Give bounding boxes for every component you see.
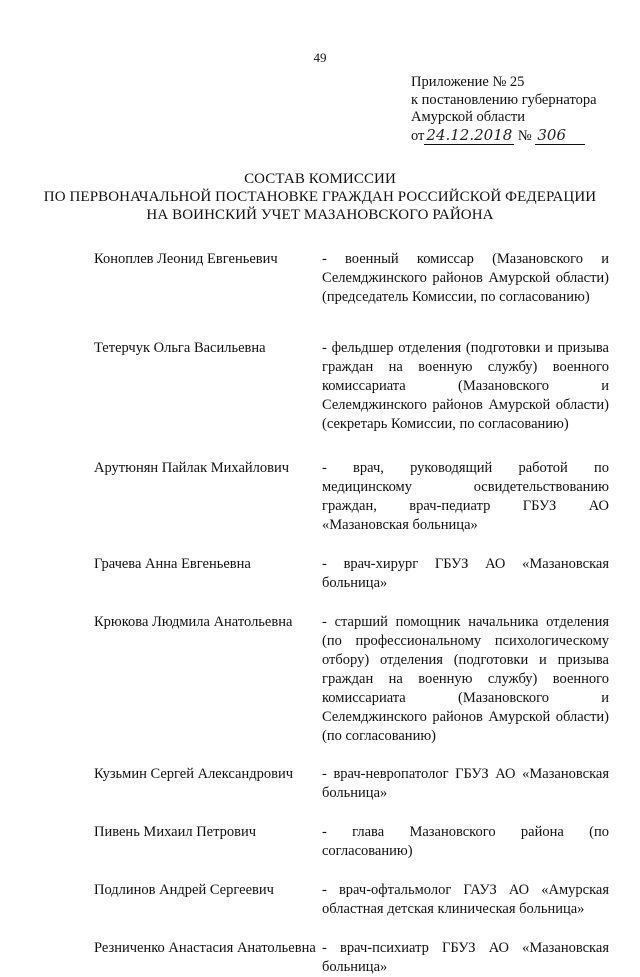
appendix-line-3: Амурской области: [411, 109, 525, 125]
member-name: Арутюнян Пайлак Михайлович: [94, 460, 290, 476]
member-role: - врач-невропатолог ГБУЗ АО «Мазановская больница»: [322, 766, 609, 801]
handwritten-date: 24.12.2018: [426, 125, 513, 144]
member-name: Тетерчук Ольга Васильевна: [94, 340, 266, 356]
title-line-3: НА ВОИНСКИЙ УЧЕТ МАЗАНОВСКОГО РАЙОНА: [146, 207, 494, 223]
member-row: [94, 939, 609, 977]
member-row: [94, 555, 609, 593]
member-row: [94, 881, 609, 919]
number-prefix: №: [517, 127, 532, 144]
appendix-block: [411, 74, 621, 145]
member-role: - врач-офтальмолог ГАУЗ АО «Амурская областная детская клиническая больница»: [322, 882, 609, 917]
member-name: Пивень Михаил Петрович: [94, 824, 257, 840]
member-role: - глава Мазановского района (по согласованию): [322, 824, 609, 859]
member-row: [94, 613, 609, 746]
member-name: Крюкова Людмила Анатольевна: [94, 614, 293, 630]
member-name: Кузьмин Сергей Александрович: [94, 766, 294, 782]
member-row: [94, 339, 609, 434]
appendix-date-line: [411, 127, 621, 146]
appendix-line-1: Приложение № 25: [411, 74, 525, 90]
member-row: [94, 765, 609, 803]
member-role: - старший помощник начальника отделения (по профессиональному психологическому отбору) отделения (подготовки и призыва граждан на военную службу) военного комиссариата (Мазановского и Селемджинского районов Амурской области) (по согласованию): [322, 614, 609, 744]
members-list: [94, 250, 609, 977]
page-number: 49: [313, 50, 327, 65]
date-prefix: от: [411, 127, 425, 144]
member-name: Грачева Анна Евгеньевна: [94, 556, 251, 572]
title-line-2: ПО ПЕРВОНАЧАЛЬНОЙ ПОСТАНОВКЕ ГРАЖДАН РОССИЙСКОЙ ФЕДЕРАЦИИ: [43, 189, 597, 205]
member-row: [94, 459, 609, 535]
member-name: Коноплев Леонид Евгеньевич: [94, 251, 278, 267]
member-name: Резниченко Анастасия Анатольевна: [94, 940, 316, 956]
member-row: [94, 250, 609, 307]
member-role: - фельдшер отделения (подготовки и призыва граждан на военную службу) военного комиссариата (Мазановского и Селемджинского районов Амурской области) (секретарь Комиссии, по согласованию): [322, 340, 609, 432]
member-row: [94, 823, 609, 861]
member-role: - врач-хирург ГБУЗ АО «Мазановская больница»: [322, 556, 609, 591]
member-role: - военный комиссар (Мазановского и Селемджинского районов Амурской области) (председатель Комиссии, по согласованию): [322, 251, 609, 305]
appendix-line-2: к постановлению губернатора: [411, 91, 597, 108]
member-role: - врач, руководящий работой по медицинскому освидетельствованию граждан, врач-педиатр ГБУЗ АО «Мазановская больница»: [322, 460, 609, 533]
member-role: - врач-психиатр ГБУЗ АО «Мазановская больница»: [322, 940, 609, 975]
handwritten-number: 306: [535, 127, 585, 146]
title-line-1: СОСТАВ КОМИССИИ: [244, 171, 396, 187]
document-title: [0, 170, 640, 224]
member-name: Подлинов Андрей Сергеевич: [94, 882, 274, 898]
